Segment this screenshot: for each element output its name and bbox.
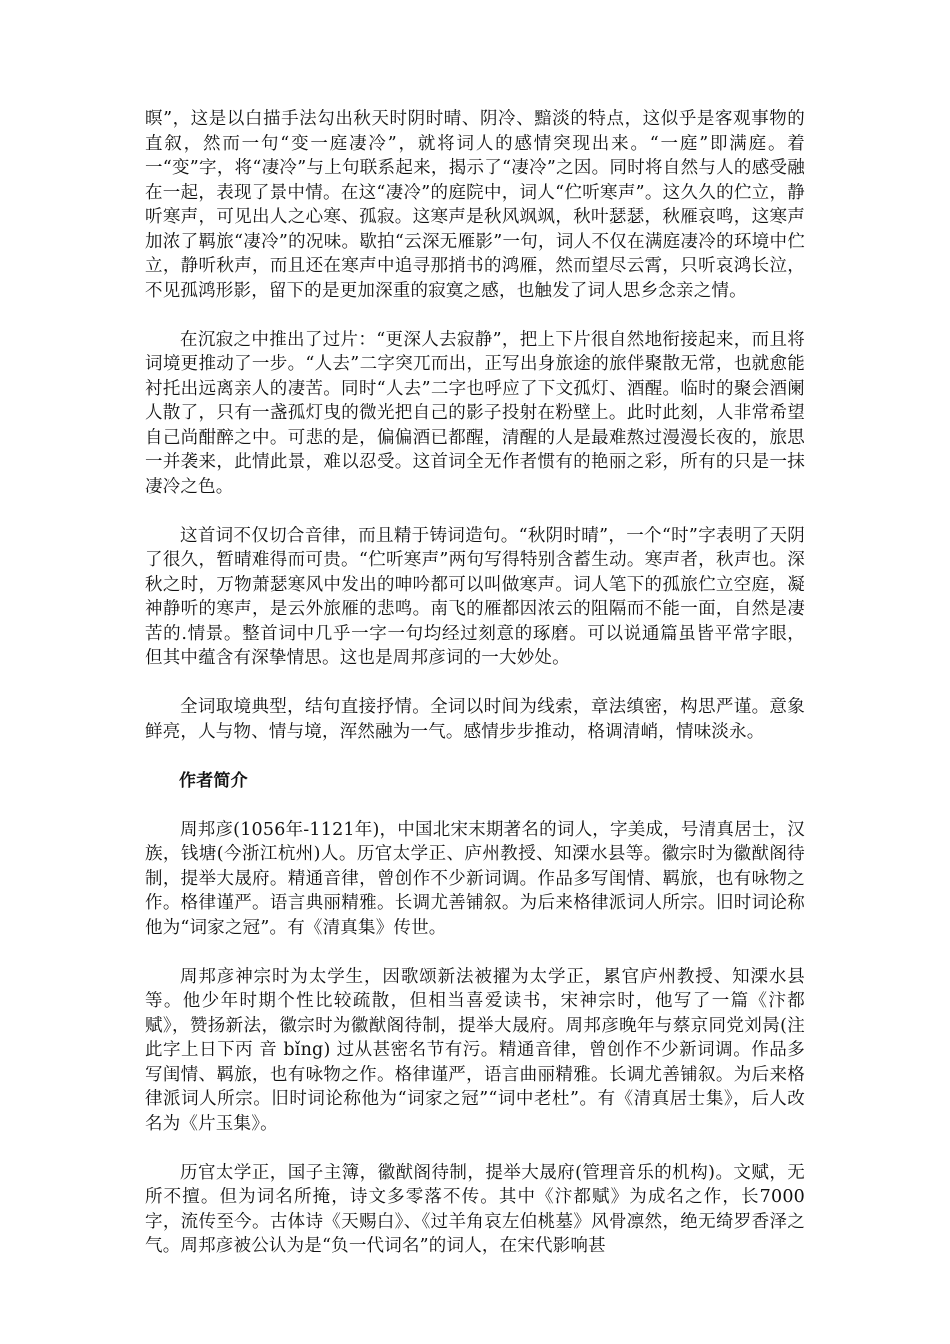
appreciation-paragraph-3: 这首词不仅切合音律，而且精于铸词造句。“秋阴时晴”，一个“时”字表明了天阴了很久，暂晴难得而可贵。“伫听寒声”两句写得特别含蓄生动。寒声者，秋声也。深秋之时，万物萧瑟寒风中发出的呻吟都可以叫做寒声。词人笔下的孤旅伫立空庭，凝神静听的寒声，是云外旅雁的悲鸣。南飞的雁都因浓云的阻隔而不能一面，自然是凄苦的.情景。整首词中几乎一字一句均经过刻意的琢磨。可以说通篇虽皆平常字眼，但其中蕴含有深挚情思。这也是周邦彦词的一大妙处。 <box>145 525 805 668</box>
author-paragraph-2: 周邦彦神宗时为太学生，因歌颂新法被擢为太学正，累官庐州教授、知溧水县等。他少年时期个性比较疏散，但相当喜爱读书，宋神宗时，他写了一篇《汴都赋》，赞扬新法，徽宗时为徽猷阁待制，提举大晟府。周邦彦晚年与蔡京同党刘昺(注 此字上日下丙 音 bǐng) 过从甚密名节有污。精通音律，曾创作不少新词调。作品多写闺情、羁旅，也有咏物之作。格律谨严，语言曲丽精雅。长调尤善铺叙。为后来格律派词人所宗。旧时词论称他为“词家之冠”“词中老杜”。有《清真居士集》，后人改名为《片玉集》。 <box>145 966 805 1134</box>
appreciation-paragraph-2: 在沉寂之中推出了过片：“更深人去寂静”，把上下片很自然地衔接起来，而且将词境更推动了一步。“人去”二字突兀而出，正写出身旅途的旅伴聚散无常，也就愈能衬托出远离亲人的凄苦。同时“人去”二字也呼应了下文孤灯、酒醒。临时的聚会酒阑人散了，只有一盏孤灯曳的微光把自己的影子投射在粉壁上。此时此刻，人非常希望自己尚酣醉之中。可悲的是，偏偏酒已都醒，清醒的人是最难熬过漫漫长夜的，旅思一并袭来，此情此景，难以忍受。这首词全无作者惯有的艳丽之彩，所有的只是一抹凄冷之色。 <box>145 329 805 497</box>
author-intro-heading: 作者简介 <box>179 770 248 791</box>
document-page <box>145 107 805 1283</box>
appreciation-paragraph-4: 全词取境典型，结句直接抒情。全词以时间为线索，章法缜密，构思严谨。意象鲜亮，人与物、情与境，浑然融为一气。感情步步推动，格调清峭，情味淡永。 <box>145 697 805 742</box>
author-paragraph-1: 周邦彦(1056年-1121年)，中国北宋末期著名的词人，字美成，号清真居士，汉族，钱塘(今浙江杭州)人。历官太学正、庐州教授、知溧水县等。徽宗时为徽猷阁待制，提举大晟府。精通音律，曾创作不少新词调。作品多写闺情、羁旅，也有咏物之作。格律谨严。语言典丽精雅。长调尤善铺叙。为后来格律派词人所宗。旧时词论称他为“词家之冠”。有《清真集》传世。 <box>145 819 805 938</box>
appreciation-paragraph-1: 暝”，这是以白描手法勾出秋天时阴时晴、阴冷、黯淡的特点，这似乎是客观事物的直叙，然而一句“变一庭凄冷”，就将词人的感情突现出来。“一庭”即满庭。着一“变”字，将“凄冷”与上句联系起来，揭示了“凄冷”之因。同时将自然与人的感受融在一起，表现了景中情。在这“凄冷”的庭院中，词人“伫听寒声”。这久久的伫立，静听寒声，可见出人之心寒、孤寂。这寒声是秋风飒飒，秋叶瑟瑟，秋雁哀鸣，这寒声加浓了羁旅“凄冷”的况味。歇拍“云深无雁影”一句，词人不仅在满庭凄冷的环境中伫立，静听秋声，而且还在寒声中追寻那捎书的鸿雁，然而望尽云霄，只听哀鸿长泣，不见孤鸿形影，留下的是更加深重的寂寞之感，也触发了词人思乡念亲之情。 <box>145 109 805 301</box>
author-paragraph-3: 历官太学正，国子主簿，徽猷阁待制，提举大晟府(管理音乐的机构)。文赋，无所不擅。但为词名所掩，诗文多零落不传。其中《汴都赋》为成名之作，长7000字，流传至今。古体诗《天赐白》、《过羊角哀左伯桃墓》风骨凛然，绝无绮罗香泽之气。周邦彦被公认为是“负一代词名”的词人，在宋代影响甚 <box>145 1162 805 1256</box>
